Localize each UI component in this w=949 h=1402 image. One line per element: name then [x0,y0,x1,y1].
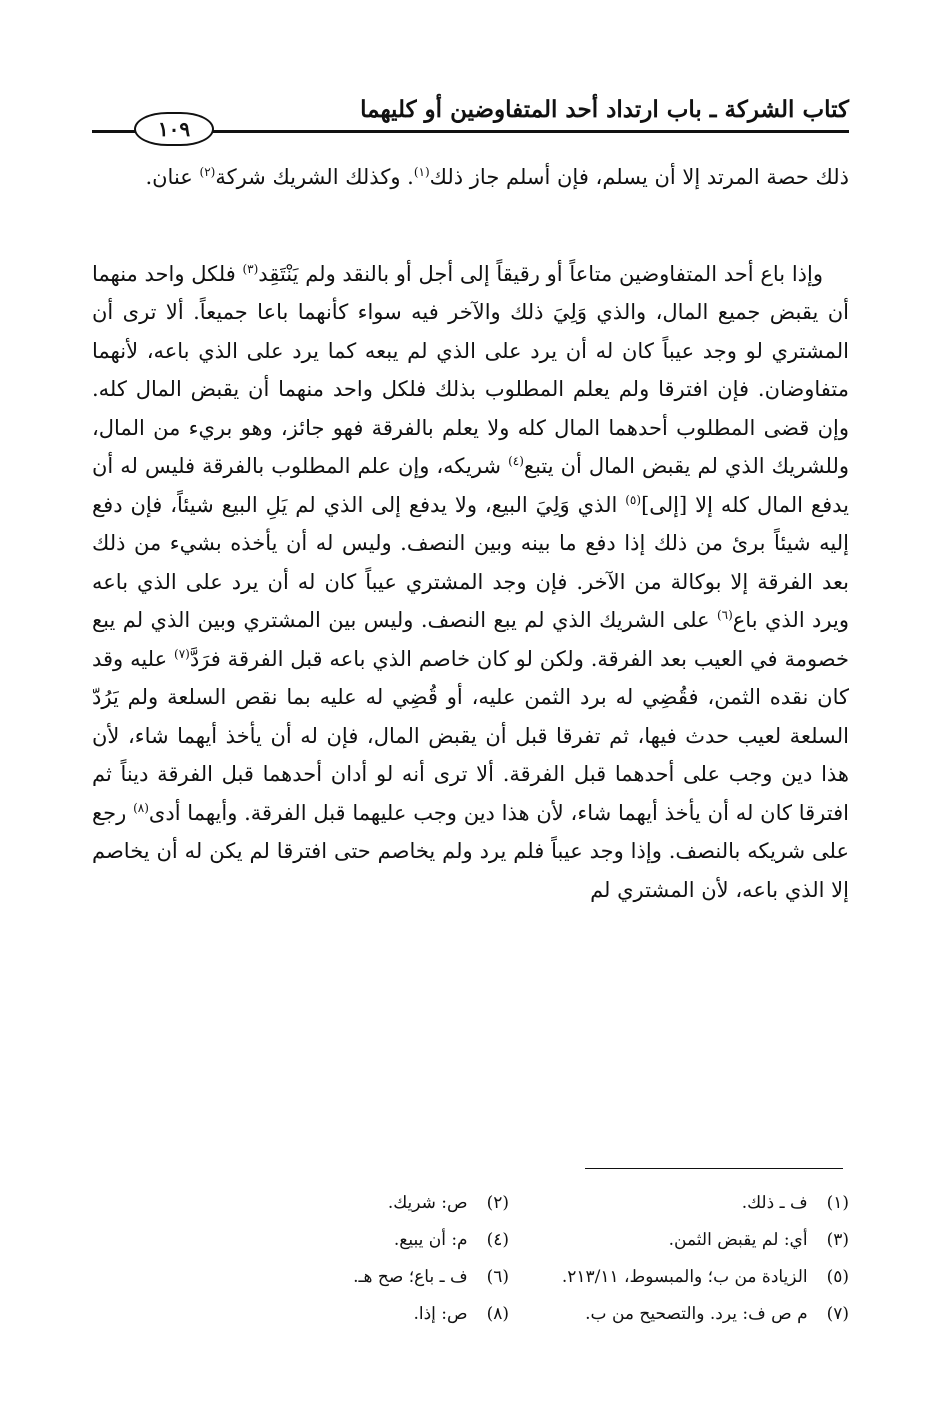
footnote-number: (١) [826,1193,849,1213]
text-segment: على الشريك الذي لم يبع النصف. وليس بين المشتري وبين الذي لم يبع خصومة في العيب بعد الفرقة. ولكن لو كان خاصم الذي باعه قبل الفرقة فرَدَّ [92,608,849,671]
text-segment: الذي وَلِيَ البيع، ولا يدفع إلى الذي لم يَلِ البيع شيئاً، فإن دفع إليه شيئاً برئ من ذلك إذا دفع ما بينه وبين النصف. وليس له أن يأخذه بشيء من ذلك بعد الفرقة إلا بوكالة من الآخر. فإن وجد المشتري عيباً كان له أن يرد على الذي باعه ويرد الذي باع [92,492,849,632]
footnote-number: (٨) [486,1304,509,1324]
footnote-number: (٧) [826,1304,849,1324]
text-segment: وإذا باع أحد المتفاوضين متاعاً أو رقيقاً إلى أجل أو بالنقد ولم يَنْتَقِد [258,261,823,286]
footnote-separator [585,1168,843,1169]
text-segment: ذلك حصة المرتد إلا أن يسلم، فإن أسلم جاز ذلك [429,165,849,189]
footnote-number: (٣) [826,1230,849,1250]
footnote-text: ف ـ باع؛ صح هـ. [353,1267,468,1287]
footnote-row [92,1185,849,1222]
footnotes [92,1185,849,1333]
page-number-badge: ١٠٩ [134,112,214,146]
footnote-number: (٤) [486,1230,509,1250]
text-segment: عليه وقد كان نقده الثمن، فقُضِي له برد الثمن عليه، أو قُضِي له عليه بما نقص السلعة ولم يَرُدّ السلعة لعيب حدث فيها، ثم تفرقا قبل أن يقبض المال، فإن له أن يأخذ أيهما شاء، لأن هذا دين وجب على أحدهما قبل الفرقة. ألا ترى أنه لو أدان أحدهما قبل الفرقة ديناً ثم افترقا كان له أن يأخذ أيهما شاء، لأن هذا دين وجب عليهما قبل الفرقة. وأيهما أدى [92,646,849,825]
text-segment: رجع على شريكه بالنصف. وإذا وجد عيباً فلم يرد ولم يخاصم حتى افترقا لم يكن له أن يخاصم إلا الذي باعه، لأن المشتري لم [92,800,849,902]
footnote [509,1259,849,1296]
chapter-title: كتاب الشركة ـ باب ارتداد أحد المتفاوضين أو كليهما [360,96,849,123]
footnote-ref[interactable]: (٨) [133,800,149,815]
text-segment: . وكذلك الشريك شركة [215,165,414,189]
footnote [169,1222,509,1259]
running-header [92,96,849,141]
footnote-text: أي: لم يقبض الثمن. [668,1230,808,1250]
footnote [509,1296,849,1333]
footnote [169,1185,509,1222]
footnote-ref[interactable]: (٥) [625,492,642,507]
footnote-ref[interactable]: (١) [413,165,430,179]
paragraph-2 [92,255,849,910]
footnote-row [92,1259,849,1296]
footnote-text: م ص ف: يرد. والتصحيح من ب. [585,1304,808,1324]
footnote-ref[interactable]: (٤) [508,454,524,468]
footnote-number: (٢) [486,1193,509,1213]
footnote-number: (٦) [486,1267,509,1287]
paragraph-1 [92,158,849,197]
footnote-text: ف ـ ذلك. [741,1193,808,1213]
main-text [92,158,849,909]
footnote-ref[interactable]: (٣) [242,261,259,276]
footnote-text: م: أن يبيع. [393,1230,468,1250]
footnote-ref[interactable]: (٢) [199,165,216,179]
footnote-text: ص: شريك. [387,1193,468,1213]
footnote [169,1296,509,1333]
footnote [509,1185,849,1222]
footnote-text: ص: إذا. [413,1304,468,1324]
footnote-row [92,1222,849,1259]
text-segment: شريكه، وإن علم المطلوب بالفرقة فليس له أن يدفع المال كله إلا [إلى] [92,454,849,517]
footnote [509,1222,849,1259]
footnote-ref[interactable]: (٧) [174,646,190,661]
footnote-ref[interactable]: (٦) [716,608,733,622]
footnote-text: الزيادة من ب؛ والمبسوط، ٢١٣/١١. [561,1267,808,1287]
text-segment: فلكل واحد منهما أن يقبض جميع المال، والذي وَلِيَ ذلك والآخر فيه سواء كأنهما باعا جميعاً. ألا ترى أن المشتري لو وجد عيباً كان له أن يرد على الذي لم يبعه كما يرد على الذي باعه، لأنهما متفاوضان. فإن افترقا ولم يعلم المطلوب بذلك فلكل واحد منهما أن يقبض المال كله. وإن قضى المطلوب أحدهما المال كله ولا يعلم بالفرقة فهو جائز، وهو بريء من المال، وللشريك الذي لم يقبض المال أن يتبع [92,261,849,478]
footnote-number: (٥) [826,1267,849,1287]
text-segment: عنان. [145,165,200,189]
footnote-row [92,1296,849,1333]
footnote [169,1259,509,1296]
